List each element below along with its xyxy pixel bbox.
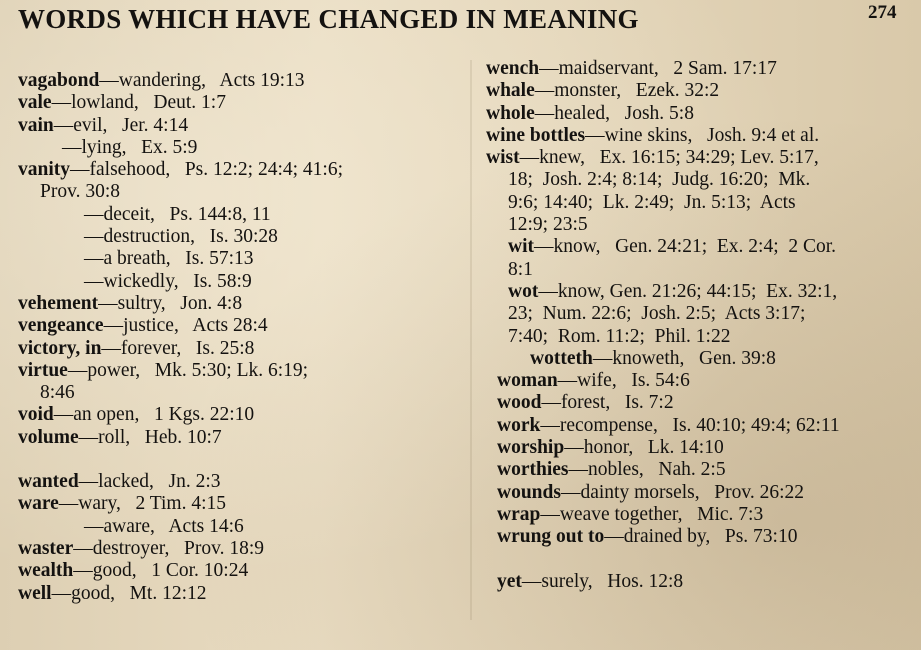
entry-line (18, 538, 468, 560)
headword: vagabond (18, 70, 100, 91)
glossary-entry (18, 92, 468, 114)
glossary-entry (486, 437, 911, 459)
headword: wanted (18, 471, 79, 493)
entry-line (18, 137, 468, 159)
headword: wotteth (530, 347, 593, 369)
headword: void (18, 404, 54, 426)
definition: —dainty morsels, Prov. 26:22 (560, 481, 804, 503)
glossary-entry (18, 583, 468, 605)
page-gutter (470, 60, 472, 620)
headword: wit (508, 236, 534, 258)
definition: —evil, Jer. 4:14 (53, 114, 189, 136)
headword: virtue (18, 359, 68, 381)
definition: —wary, 2 Tim. 4:15 (58, 493, 227, 515)
definition-continuation: —a breath, Is. 57:13 (84, 248, 254, 270)
definition: —lowland, Deut. 1:7 (51, 92, 226, 114)
entry-line (18, 338, 468, 360)
entry-line (486, 392, 911, 414)
headword: wrap (497, 503, 541, 525)
definition-continuation: —wickedly, Is. 58:9 (84, 270, 252, 292)
entry-line (18, 248, 468, 270)
glossary-entry (486, 80, 911, 102)
entry-line (486, 236, 911, 258)
entry-line (486, 125, 911, 147)
entry-line (486, 326, 911, 348)
glossary-entry (18, 471, 468, 493)
entry-line (18, 70, 468, 92)
headword: wine bottles (486, 124, 586, 146)
glossary-entry (486, 147, 911, 236)
headword: wood (497, 392, 542, 414)
headword: wrung out to (497, 526, 605, 548)
entry-line (18, 226, 468, 248)
glossary-entry (18, 427, 468, 449)
entry-line (18, 271, 468, 293)
entry-line (18, 360, 468, 382)
glossary-entry (486, 125, 911, 147)
glossary-entry (18, 538, 468, 560)
definition-continuation: 12:9; 23:5 (508, 214, 588, 236)
headword: waster (18, 537, 74, 559)
entry-line (486, 58, 911, 80)
entry-line (18, 560, 468, 582)
definition: —wife, Is. 54:6 (557, 370, 690, 392)
definition-continuation: —lying, Ex. 5:9 (62, 136, 198, 158)
entry-line (486, 192, 911, 214)
entry-line (18, 516, 468, 538)
entry-line (18, 159, 468, 181)
entry-spacer (18, 449, 468, 471)
entry-line (18, 293, 468, 315)
glossary-entry (486, 526, 911, 548)
definition: —surely, Hos. 12:8 (521, 570, 684, 592)
entry-line (18, 471, 468, 493)
definition: —power, Mk. 5:30; Lk. 6:19; (67, 359, 309, 381)
entry-line (18, 315, 468, 337)
definition-continuation: —destruction, Is. 30:28 (84, 226, 278, 248)
headword: woman (497, 370, 558, 392)
definition: —an open, 1 Kgs. 22:10 (53, 404, 255, 426)
definition-continuation: —aware, Acts 14:6 (84, 515, 244, 537)
glossary-entry (18, 315, 468, 337)
entry-line (18, 493, 468, 515)
entry-line (486, 103, 911, 125)
definition: —recompense, Is. 40:10; 49:4; 62:11 (540, 414, 840, 436)
glossary-entry (18, 404, 468, 426)
headword: victory, in (18, 337, 102, 359)
entry-line (18, 92, 468, 114)
glossary-entry (486, 58, 911, 80)
definition: —healed, Josh. 5:8 (534, 102, 694, 124)
headword: wot (508, 280, 539, 302)
glossary-entry (18, 293, 468, 315)
entry-line (486, 415, 911, 437)
page-number: 274 (868, 2, 897, 23)
right-column (486, 58, 911, 593)
definition: —lacked, Jn. 2:3 (78, 471, 221, 493)
glossary-entry (486, 571, 911, 593)
glossary-entry (486, 459, 911, 481)
headword: vale (18, 92, 52, 114)
headword: vengeance (18, 315, 104, 337)
definition: —forest, Is. 7:2 (541, 392, 674, 414)
definition: —drained by, Ps. 73:10 (604, 526, 798, 548)
definition: —roll, Heb. 10:7 (78, 426, 222, 448)
definition: —knoweth, Gen. 39:8 (592, 347, 776, 369)
definition: —falsehood, Ps. 12:2; 24:4; 41:6; (70, 159, 344, 181)
definition: —know, Gen. 21:26; 44:15; Ex. 32:1, (538, 280, 838, 302)
glossary-entry (486, 370, 911, 392)
entry-line (486, 459, 911, 481)
headword: wealth (18, 560, 74, 582)
definition: —destroyer, Prov. 18:9 (73, 537, 264, 559)
entry-line (486, 504, 911, 526)
headword: wist (486, 147, 520, 169)
definition-continuation: 23; Num. 22:6; Josh. 2:5; Acts 3:17; (508, 303, 806, 325)
glossary-entry (18, 493, 468, 538)
headword: worthies (497, 459, 569, 481)
headword: yet (497, 570, 522, 592)
definition: —wine skins, Josh. 9:4 et al. (585, 124, 820, 146)
headword: wench (486, 58, 540, 79)
glossary-entry (486, 236, 911, 281)
glossary-entry (18, 560, 468, 582)
entry-line (486, 303, 911, 325)
left-column (18, 70, 468, 605)
entry-line (486, 437, 911, 459)
glossary-entry (486, 415, 911, 437)
entry-line (486, 348, 911, 370)
entry-line (18, 427, 468, 449)
headword: volume (18, 426, 79, 448)
definition-continuation: 7:40; Rom. 11:2; Phil. 1:22 (508, 325, 731, 347)
headword: vehement (18, 292, 99, 314)
glossary-entry (486, 392, 911, 414)
page-title: WORDS WHICH HAVE CHANGED IN MEANING (18, 4, 639, 34)
definition: —monster, Ezek. 32:2 (534, 80, 720, 102)
entry-line (18, 583, 468, 605)
definition-continuation: —deceit, Ps. 144:8, 11 (84, 203, 271, 225)
headword: ware (18, 493, 59, 515)
definition: —forever, Is. 25:8 (101, 337, 255, 359)
entry-line (486, 259, 911, 281)
entry-line (486, 370, 911, 392)
definition: —good, Mt. 12:12 (51, 582, 207, 604)
headword: vain (18, 114, 54, 136)
headword: whale (486, 80, 535, 102)
entry-line (486, 526, 911, 548)
glossary-entry (18, 115, 468, 160)
definition: —maidservant, 2 Sam. 17:17 (539, 58, 777, 79)
entry-line (486, 169, 911, 191)
glossary-entry (486, 281, 911, 348)
headword: worship (497, 437, 565, 459)
glossary-entry (18, 70, 468, 92)
entry-line (18, 404, 468, 426)
glossary-entry (18, 159, 468, 293)
glossary-entry (486, 348, 911, 370)
definition-continuation: Prov. 30:8 (40, 181, 120, 203)
definition: —honor, Lk. 14:10 (564, 437, 724, 459)
entry-line (18, 181, 468, 203)
entry-line (486, 80, 911, 102)
definition: —nobles, Nah. 2:5 (568, 459, 726, 481)
headword: vanity (18, 159, 71, 181)
entry-line (486, 571, 911, 593)
definition: —weave together, Mic. 7:3 (540, 503, 764, 525)
definition-continuation: 8:46 (40, 382, 75, 404)
glossary-entry (18, 338, 468, 360)
entry-spacer (486, 549, 911, 571)
entry-line (18, 204, 468, 226)
definition-continuation: 9:6; 14:40; Lk. 2:49; Jn. 5:13; Acts (508, 191, 796, 213)
definition: —know, Gen. 24:21; Ex. 2:4; 2 Cor. (534, 236, 837, 258)
entry-line (18, 382, 468, 404)
definition: —justice, Acts 28:4 (103, 315, 268, 337)
definition: —good, 1 Cor. 10:24 (73, 560, 249, 582)
glossary-entry (486, 504, 911, 526)
entry-line (486, 281, 911, 303)
definition: —knew, Ex. 16:15; 34:29; Lev. 5:17, (519, 147, 819, 169)
entry-line (486, 482, 911, 504)
glossary-entry (486, 103, 911, 125)
glossary-entry (486, 482, 911, 504)
definition-continuation: 18; Josh. 2:4; 8:14; Judg. 16:20; Mk. (508, 169, 811, 191)
entry-line (486, 214, 911, 236)
glossary-entry (18, 360, 468, 405)
definition: —wandering, Acts 19:13 (99, 70, 305, 91)
entry-line (18, 115, 468, 137)
entry-line (486, 147, 911, 169)
definition-continuation: 8:1 (508, 258, 533, 280)
definition: —sultry, Jon. 4:8 (98, 292, 243, 314)
headword: well (18, 582, 52, 604)
headword: work (497, 414, 541, 436)
headword: wounds (497, 481, 561, 503)
headword: whole (486, 102, 535, 124)
